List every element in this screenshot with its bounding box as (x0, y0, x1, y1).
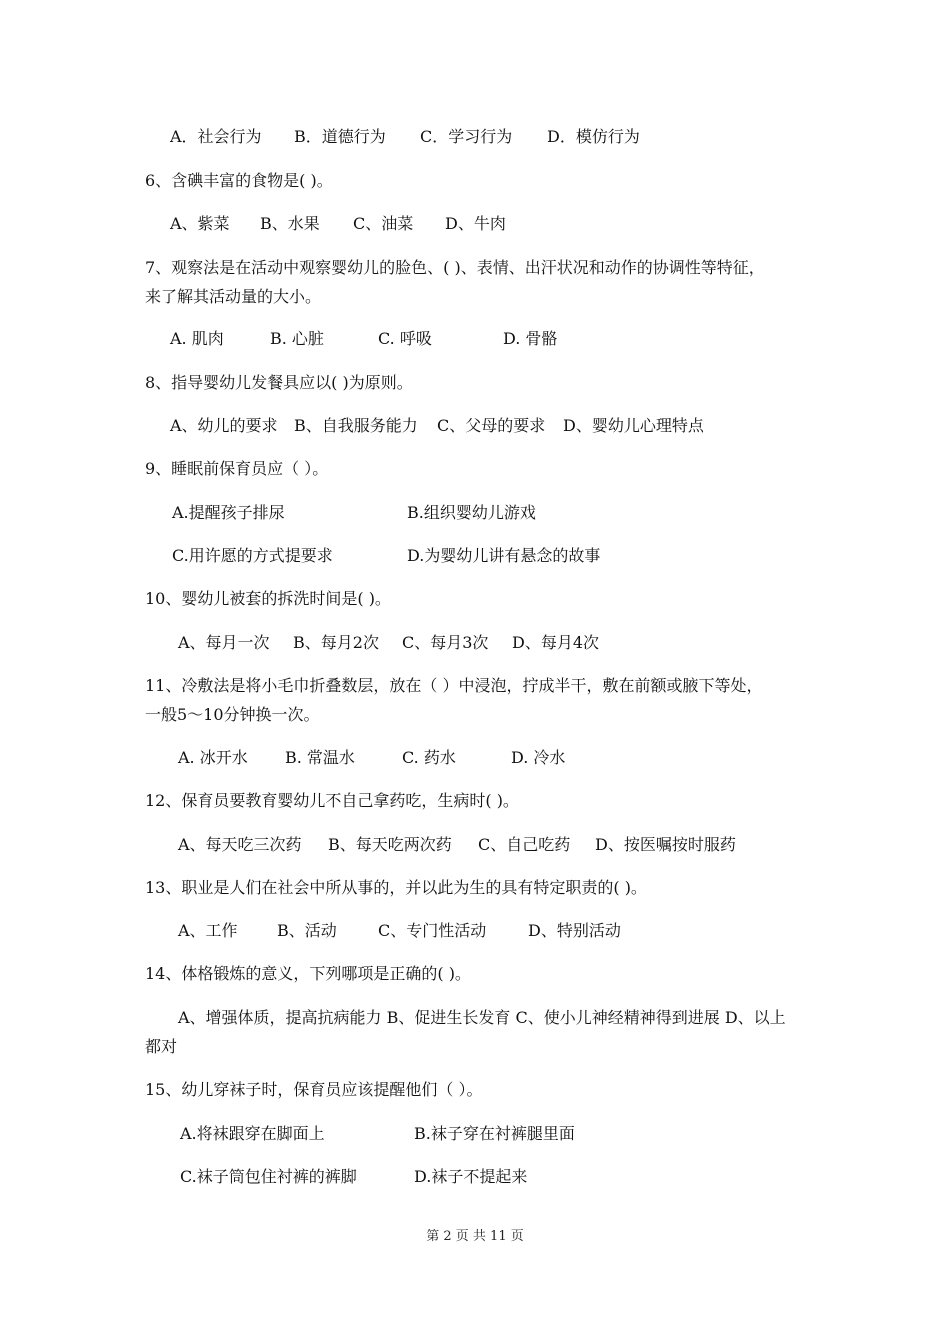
option-b: B. 常温水 (285, 748, 355, 767)
option-a: A、幼儿的要求 (170, 416, 278, 435)
option-b: B. 心脏 (270, 329, 324, 348)
option-d: D、特别活动 (528, 921, 621, 940)
option-c: C、专门性活动 (378, 921, 487, 940)
option-d: D.为婴幼儿讲有悬念的故事 (407, 546, 601, 565)
question-8: 8、指导婴幼儿发餐具应以( )为原则。 (145, 373, 413, 392)
options-q14-line1: A、增强体质，提高抗病能力 B、促进生长发育 C、使小儿神经精神得到进展 D、以上 (178, 1008, 786, 1027)
option-d: D、婴幼儿心理特点 (563, 416, 704, 435)
question-9: 9、睡眠前保育员应（ ）。 (145, 459, 329, 478)
option-b: B.组织婴幼儿游戏 (407, 503, 536, 522)
question-11-line1: 11、冷敷法是将小毛巾折叠数层，放在（ ）中浸泡，拧成半干，敷在前额或腋下等处， (145, 676, 763, 695)
option-d: D、每月4次 (512, 633, 600, 652)
question-15: 15、幼儿穿袜子时，保育员应该提醒他们（ ）。 (145, 1080, 483, 1099)
question-7-line1: 7、观察法是在活动中观察婴幼儿的脸色、( )、表情、出汗状况和动作的协调性等特征， (145, 258, 765, 277)
option-b: B、自我服务能力 (294, 416, 418, 435)
option-d: D、牛肉 (445, 214, 506, 233)
option-b: B、活动 (277, 921, 337, 940)
option-c: C．学习行为 (420, 127, 513, 146)
option-a: A.提醒孩子排尿 (172, 503, 285, 522)
option-d: D．模仿行为 (547, 127, 640, 146)
option-a: A. 冰开水 (178, 748, 248, 767)
option-d: D.袜子不提起来 (414, 1167, 528, 1186)
option-c: C. 药水 (402, 748, 456, 767)
option-a: A、每天吃三次药 (178, 835, 302, 854)
option-a: A．社会行为 (170, 127, 262, 146)
option-a: A. 肌肉 (170, 329, 224, 348)
question-11-line2: 一般5～10分钟换一次。 (145, 705, 320, 724)
option-c: C. 呼吸 (378, 329, 432, 348)
page-number-footer: 第 2 页 共 11 页 (426, 1229, 524, 1244)
question-14: 14、体格锻炼的意义，下列哪项是正确的( )。 (145, 964, 471, 983)
option-a: A、每月一次 (178, 633, 270, 652)
option-c: C.用许愿的方式提要求 (172, 546, 333, 565)
option-c: C、每月3次 (402, 633, 489, 652)
option-c: C.袜子筒包住衬裤的裤脚 (180, 1167, 357, 1186)
question-7-line2: 来了解其活动量的大小。 (145, 287, 322, 306)
option-d: D、按医嘱按时服药 (595, 835, 736, 854)
option-b: B、水果 (260, 214, 320, 233)
question-6: 6、含碘丰富的食物是( )。 (145, 171, 333, 190)
option-b: B、每天吃两次药 (328, 835, 452, 854)
option-a: A、工作 (178, 921, 238, 940)
option-a: A、紫菜 (170, 214, 230, 233)
option-a: A.将袜跟穿在脚面上 (180, 1124, 325, 1143)
option-b: B.袜子穿在衬裤腿里面 (414, 1124, 575, 1143)
option-b: B．道德行为 (294, 127, 386, 146)
option-c: C、自己吃药 (478, 835, 571, 854)
option-c: C、油菜 (353, 214, 414, 233)
option-b: B、每月2次 (293, 633, 379, 652)
question-10: 10、婴幼儿被套的拆洗时间是( )。 (145, 589, 391, 608)
question-13: 13、职业是人们在社会中所从事的，并以此为生的具有特定职责的( )。 (145, 878, 647, 897)
options-q14-line2: 都对 (145, 1037, 178, 1056)
option-d: D. 冷水 (511, 748, 566, 767)
option-c: C、父母的要求 (437, 416, 546, 435)
option-d: D. 骨骼 (503, 329, 558, 348)
question-12: 12、保育员要教育婴幼儿不自己拿药吃，生病时( )。 (145, 791, 519, 810)
